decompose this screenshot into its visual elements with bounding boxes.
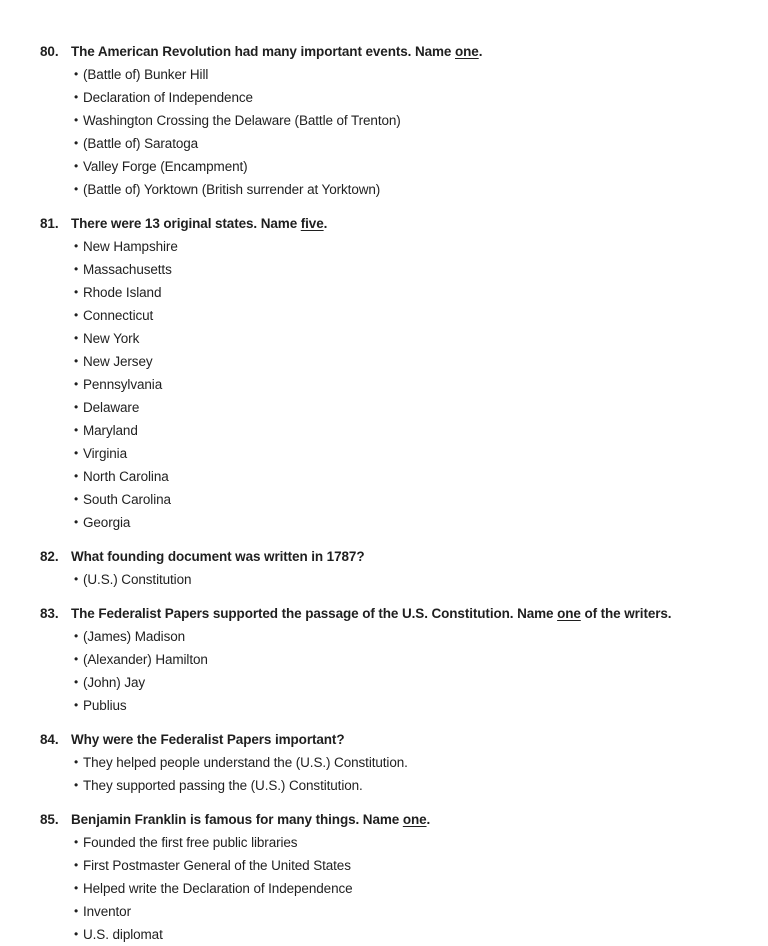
bullet-icon: • <box>74 400 79 414</box>
answer-text: Washington Crossing the Delaware (Battle of Trenton) <box>83 113 401 128</box>
answer-item <box>74 648 738 671</box>
question-number: 81. <box>40 216 59 231</box>
answer-text: (Battle of) Saratoga <box>83 136 199 151</box>
bullet-icon: • <box>74 858 79 872</box>
answer-item <box>74 86 738 109</box>
question-text-segment: Benjamin Franklin is famous for many things. Name <box>71 812 403 827</box>
question-text-emphasis: one <box>402 812 427 827</box>
bullet-icon: • <box>74 423 79 437</box>
bullet-icon: • <box>74 159 79 173</box>
answer-item <box>74 235 738 258</box>
bullet-icon: • <box>74 904 79 918</box>
answer-item <box>74 258 738 281</box>
question-text-segment: of the writers. <box>580 606 672 621</box>
question-number: 85. <box>40 812 59 827</box>
question-text-segment: There were 13 original states. Name <box>71 216 301 231</box>
answer-item <box>74 109 738 132</box>
answer-text: Pennsylvania <box>83 377 163 392</box>
question-text <box>71 808 738 831</box>
answer-item <box>74 568 738 591</box>
bullet-icon: • <box>74 67 79 81</box>
answer-list <box>40 831 738 946</box>
bullet-icon: • <box>74 136 79 150</box>
answer-item <box>74 132 738 155</box>
bullet-icon: • <box>74 629 79 643</box>
answer-text: New Jersey <box>83 354 153 369</box>
answer-text: Valley Forge (Encampment) <box>83 159 248 174</box>
answer-item <box>74 178 738 201</box>
bullet-icon: • <box>74 377 79 391</box>
question-text <box>71 728 738 751</box>
answer-item <box>74 511 738 534</box>
question-text-segment: Why were the Federalist Papers important? <box>71 732 345 747</box>
answer-text: New Hampshire <box>83 239 178 254</box>
answer-text: (John) Jay <box>83 675 146 690</box>
question-85 <box>40 808 738 946</box>
answer-text: Declaration of Independence <box>83 90 253 105</box>
answer-item <box>74 304 738 327</box>
question-heading <box>40 602 738 625</box>
answer-text: Massachusetts <box>83 262 172 277</box>
bullet-icon: • <box>74 927 79 941</box>
question-text-segment: . <box>323 216 328 231</box>
question-heading <box>40 808 738 831</box>
answer-item <box>74 63 738 86</box>
answer-item <box>74 327 738 350</box>
question-text-segment: The American Revolution had many important events. Name <box>71 44 455 59</box>
bullet-icon: • <box>74 835 79 849</box>
answer-item <box>74 465 738 488</box>
answer-text: Publius <box>83 698 127 713</box>
answer-text: Helped write the Declaration of Independence <box>83 881 353 896</box>
bullet-icon: • <box>74 308 79 322</box>
answer-text: (James) Madison <box>83 629 186 644</box>
answer-text: (U.S.) Constitution <box>83 572 192 587</box>
answer-text: South Carolina <box>83 492 171 507</box>
question-number: 80. <box>40 44 59 59</box>
bullet-icon: • <box>74 755 79 769</box>
bullet-icon: • <box>74 113 79 127</box>
question-heading <box>40 40 738 63</box>
answer-item <box>74 488 738 511</box>
bullet-icon: • <box>74 652 79 666</box>
answer-text: New York <box>83 331 140 346</box>
question-text-emphasis: one <box>557 606 581 621</box>
answer-text: Connecticut <box>83 308 154 323</box>
question-text-emphasis: five <box>300 216 324 231</box>
answer-item <box>74 854 738 877</box>
bullet-icon: • <box>74 492 79 506</box>
question-text-segment: The Federalist Papers supported the passage of the U.S. Constitution. Name <box>71 606 558 621</box>
answer-item <box>74 625 738 648</box>
answer-list <box>40 568 738 591</box>
answer-text: First Postmaster General of the United States <box>83 858 351 873</box>
bullet-icon: • <box>74 239 79 253</box>
answer-text: Inventor <box>83 904 131 919</box>
bullet-icon: • <box>74 698 79 712</box>
question-80 <box>40 40 738 201</box>
bullet-icon: • <box>74 469 79 483</box>
answer-item <box>74 923 738 946</box>
answer-text: North Carolina <box>83 469 169 484</box>
bullet-icon: • <box>74 675 79 689</box>
question-text-segment: . <box>478 44 483 59</box>
answer-text: Founded the first free public libraries <box>83 835 298 850</box>
bullet-icon: • <box>74 354 79 368</box>
answer-list <box>40 235 738 534</box>
answer-list <box>40 63 738 201</box>
bullet-icon: • <box>74 90 79 104</box>
answer-text: U.S. diplomat <box>83 927 163 942</box>
bullet-icon: • <box>74 778 79 792</box>
answer-text: Georgia <box>83 515 131 530</box>
question-text <box>71 212 738 235</box>
question-text <box>71 40 738 63</box>
answer-item <box>74 694 738 717</box>
answer-text: Delaware <box>83 400 140 415</box>
answer-item <box>74 877 738 900</box>
answer-text: They helped people understand the (U.S.) Constitution. <box>83 755 408 770</box>
bullet-icon: • <box>74 331 79 345</box>
question-83 <box>40 602 738 717</box>
bullet-icon: • <box>74 262 79 276</box>
question-heading <box>40 212 738 235</box>
question-number: 83. <box>40 606 59 621</box>
question-number: 84. <box>40 732 59 747</box>
answer-text: They supported passing the (U.S.) Constitution. <box>83 778 363 793</box>
bullet-icon: • <box>74 515 79 529</box>
answer-text: Maryland <box>83 423 138 438</box>
answer-item <box>74 831 738 854</box>
question-number: 82. <box>40 549 59 564</box>
answer-item <box>74 155 738 178</box>
question-82 <box>40 545 738 591</box>
answer-list <box>40 751 738 797</box>
question-heading <box>40 728 738 751</box>
answer-text: (Battle of) Yorktown (British surrender at Yorktown) <box>83 182 381 197</box>
bullet-icon: • <box>74 572 79 586</box>
answer-item <box>74 396 738 419</box>
answer-item <box>74 281 738 304</box>
question-heading <box>40 545 738 568</box>
question-text-emphasis: one <box>455 44 479 59</box>
answer-item <box>74 350 738 373</box>
bullet-icon: • <box>74 446 79 460</box>
question-text <box>71 602 738 625</box>
answer-text: Virginia <box>83 446 127 461</box>
question-text <box>71 545 738 568</box>
question-84 <box>40 728 738 797</box>
answer-item <box>74 671 738 694</box>
answer-item <box>74 442 738 465</box>
question-text-segment: . <box>426 812 431 827</box>
bullet-icon: • <box>74 881 79 895</box>
bullet-icon: • <box>74 182 79 196</box>
answer-item <box>74 419 738 442</box>
answer-text: (Alexander) Hamilton <box>83 652 208 667</box>
question-text-segment: What founding document was written in 1787? <box>71 549 365 564</box>
answer-text: Rhode Island <box>83 285 162 300</box>
answer-text: (Battle of) Bunker Hill <box>83 67 209 82</box>
bullet-icon: • <box>74 285 79 299</box>
answer-list <box>40 625 738 717</box>
answer-item <box>74 774 738 797</box>
answer-item <box>74 373 738 396</box>
answer-item <box>74 900 738 923</box>
question-81 <box>40 212 738 534</box>
answer-item <box>74 751 738 774</box>
